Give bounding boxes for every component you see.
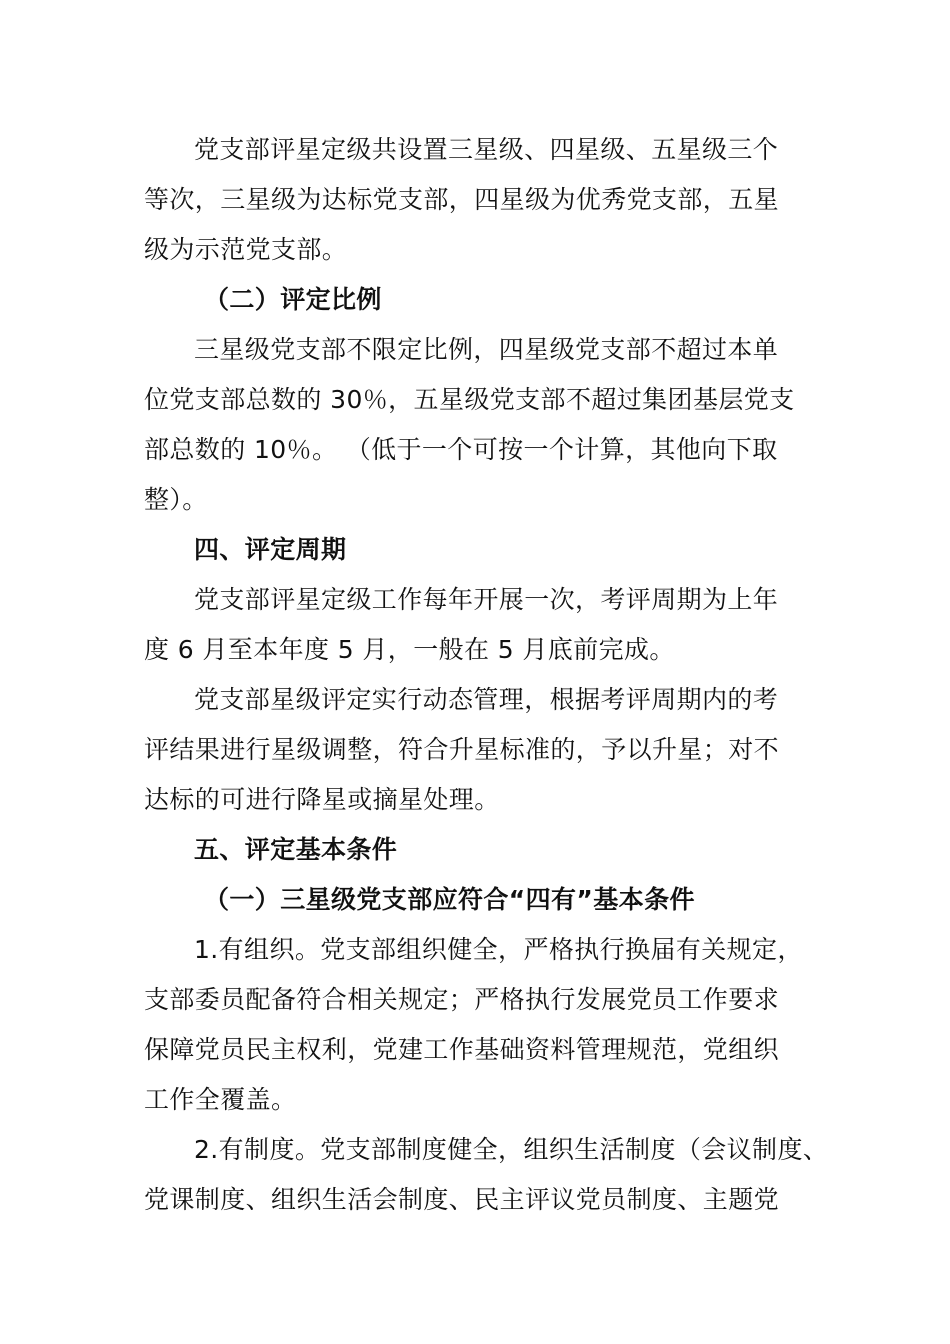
section-heading: 五、评定基本条件	[194, 835, 398, 864]
paragraph-line: 度 6 月至本年度 5 月，一般在 5 月底前完成。	[144, 635, 675, 664]
paragraph-line: 支部委员配备符合相关规定；严格执行发展党员工作要求	[144, 985, 780, 1014]
section-heading: 四、评定周期	[194, 535, 347, 564]
paragraph-line: 1.有组织。党支部组织健全，严格执行换届有关规定，	[194, 935, 803, 964]
paragraph-line: 2.有制度。党支部制度健全，组织生活制度（会议制度、	[194, 1135, 829, 1164]
paragraph-line: 保障党员民主权利，党建工作基础资料管理规范，党组织	[144, 1035, 780, 1064]
paragraph-line: 级为示范党支部。	[144, 235, 348, 264]
paragraph-line: 党课制度、组织生活会制度、民主评议党员制度、主题党	[144, 1185, 780, 1214]
paragraph-line: 工作全覆盖。	[144, 1085, 297, 1114]
paragraph-line: 党支部星级评定实行动态管理，根据考评周期内的考	[194, 685, 779, 714]
paragraph-line: 党支部评星定级共设置三星级、四星级、五星级三个	[194, 135, 779, 164]
paragraph-line: 达标的可进行降星或摘星处理。	[144, 785, 500, 814]
paragraph-line: 评结果进行星级调整，符合升星标准的，予以升星；对不	[144, 735, 780, 764]
paragraph-line: 整）。	[144, 485, 208, 514]
paragraph-line: 部总数的 10％。 （低于一个可按一个计算，其他向下取	[144, 435, 778, 464]
section-heading: （一）三星级党支部应符合“四有”基本条件	[204, 885, 695, 914]
paragraph-line: 位党支部总数的 30％，五星级党支部不超过集团基层党支	[144, 385, 795, 414]
paragraph-line: 党支部评星定级工作每年开展一次，考评周期为上年	[194, 585, 779, 614]
paragraph-line: 等次，三星级为达标党支部，四星级为优秀党支部，五星	[144, 185, 780, 214]
paragraph-line: 三星级党支部不限定比例，四星级党支部不超过本单	[194, 335, 779, 364]
section-heading: （二）评定比例	[204, 285, 382, 314]
